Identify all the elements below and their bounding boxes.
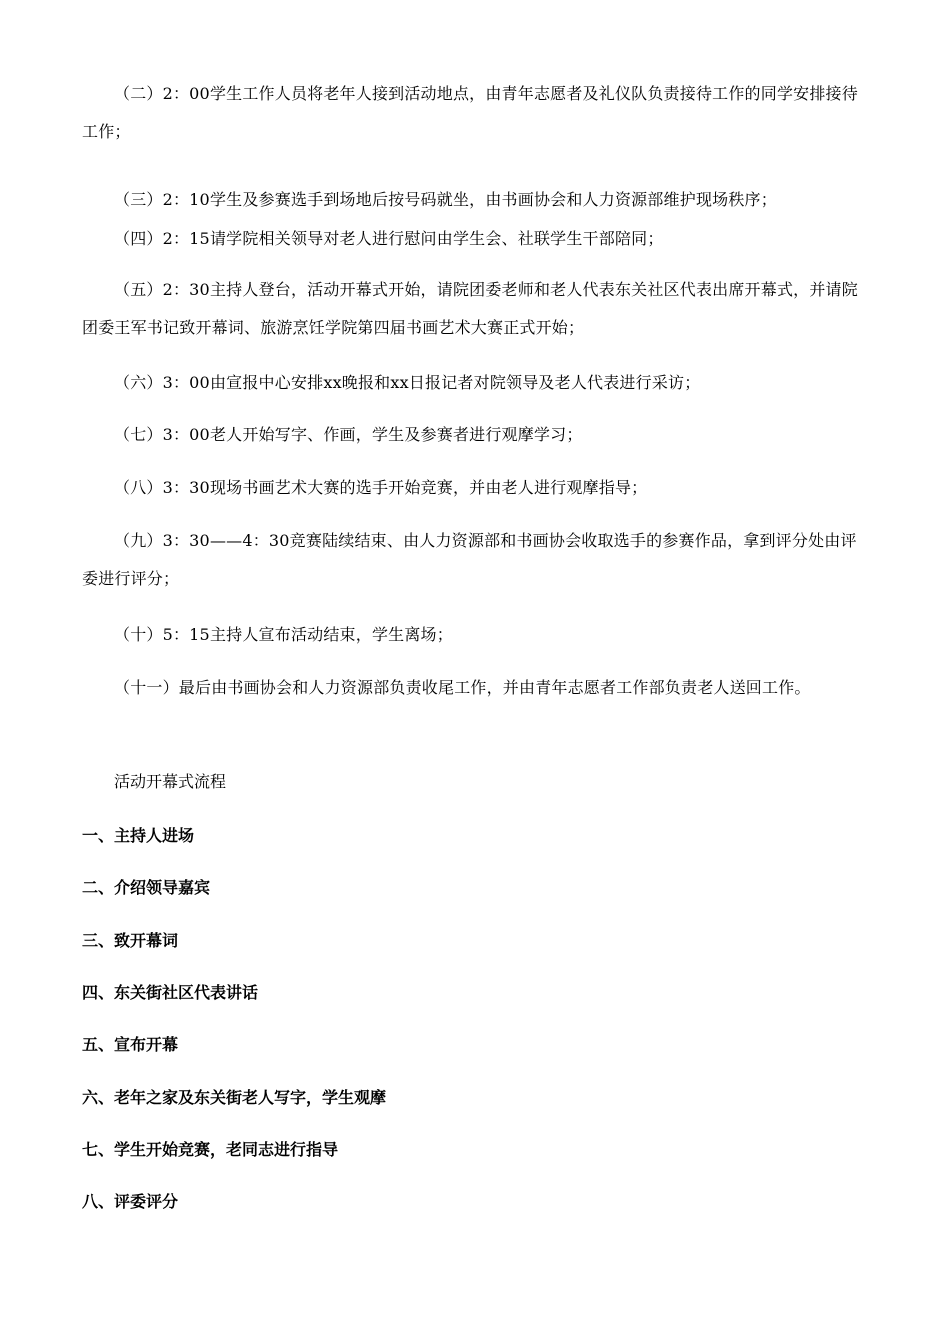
opening-step-7: 七、学生开始竞赛，老同志进行指导 [82,1140,339,1159]
opening-ceremony-title: 活动开幕式流程 [114,772,227,791]
schedule-item-9: （九）3：30——4：30竞赛陆续结束、由人力资源部和书画协会收取选手的参赛作品，拿到评分处由评委进行评分； [82,531,857,588]
schedule-item-8: （八）3：30现场书画艺术大赛的选手开始竞赛，并由老人进行观摩指导； [114,478,648,497]
opening-step-4: 四、东关街社区代表讲话 [82,983,259,1002]
schedule-item-5: （五）2：30主持人登台，活动开幕式开始，请院团委老师和老人代表东关社区代表出席开幕式，并请院团委王军书记致开幕词、旅游烹饪学院第四届书画艺术大赛正式开始； [82,280,858,337]
opening-step-3: 三、致开幕词 [82,931,179,950]
schedule-item-2: （二）2：00学生工作人员将老年人接到活动地点，由青年志愿者及礼仪队负责接待工作的同学安排接待工作； [82,84,858,141]
opening-step-6: 六、老年之家及东关街老人写字，学生观摩 [82,1088,387,1107]
opening-step-1: 一、主持人进场 [82,826,195,845]
opening-step-5: 五、宣布开幕 [82,1035,179,1054]
schedule-item-4: （四）2：15请学院相关领导对老人进行慰问由学生会、社联学生干部陪同； [114,229,664,248]
opening-step-2: 二、介绍领导嘉宾 [82,878,211,897]
schedule-item-10: （十）5：15主持人宣布活动结束，学生离场； [114,625,453,644]
schedule-item-7: （七）3：00老人开始写字、作画，学生及参赛者进行观摩学习； [114,425,583,444]
schedule-item-3: （三）2：10学生及参赛选手到场地后按号码就坐，由书画协会和人力资源部维护现场秩序； [114,190,777,209]
schedule-item-6: （六）3：00由宣报中心安排xx晚报和xx日报记者对院领导及老人代表进行采访； [114,373,701,392]
schedule-item-11: （十一）最后由书画协会和人力资源部负责收尾工作，并由青年志愿者工作部负责老人送回工作。 [114,678,811,697]
opening-step-8: 八、评委评分 [82,1192,179,1211]
